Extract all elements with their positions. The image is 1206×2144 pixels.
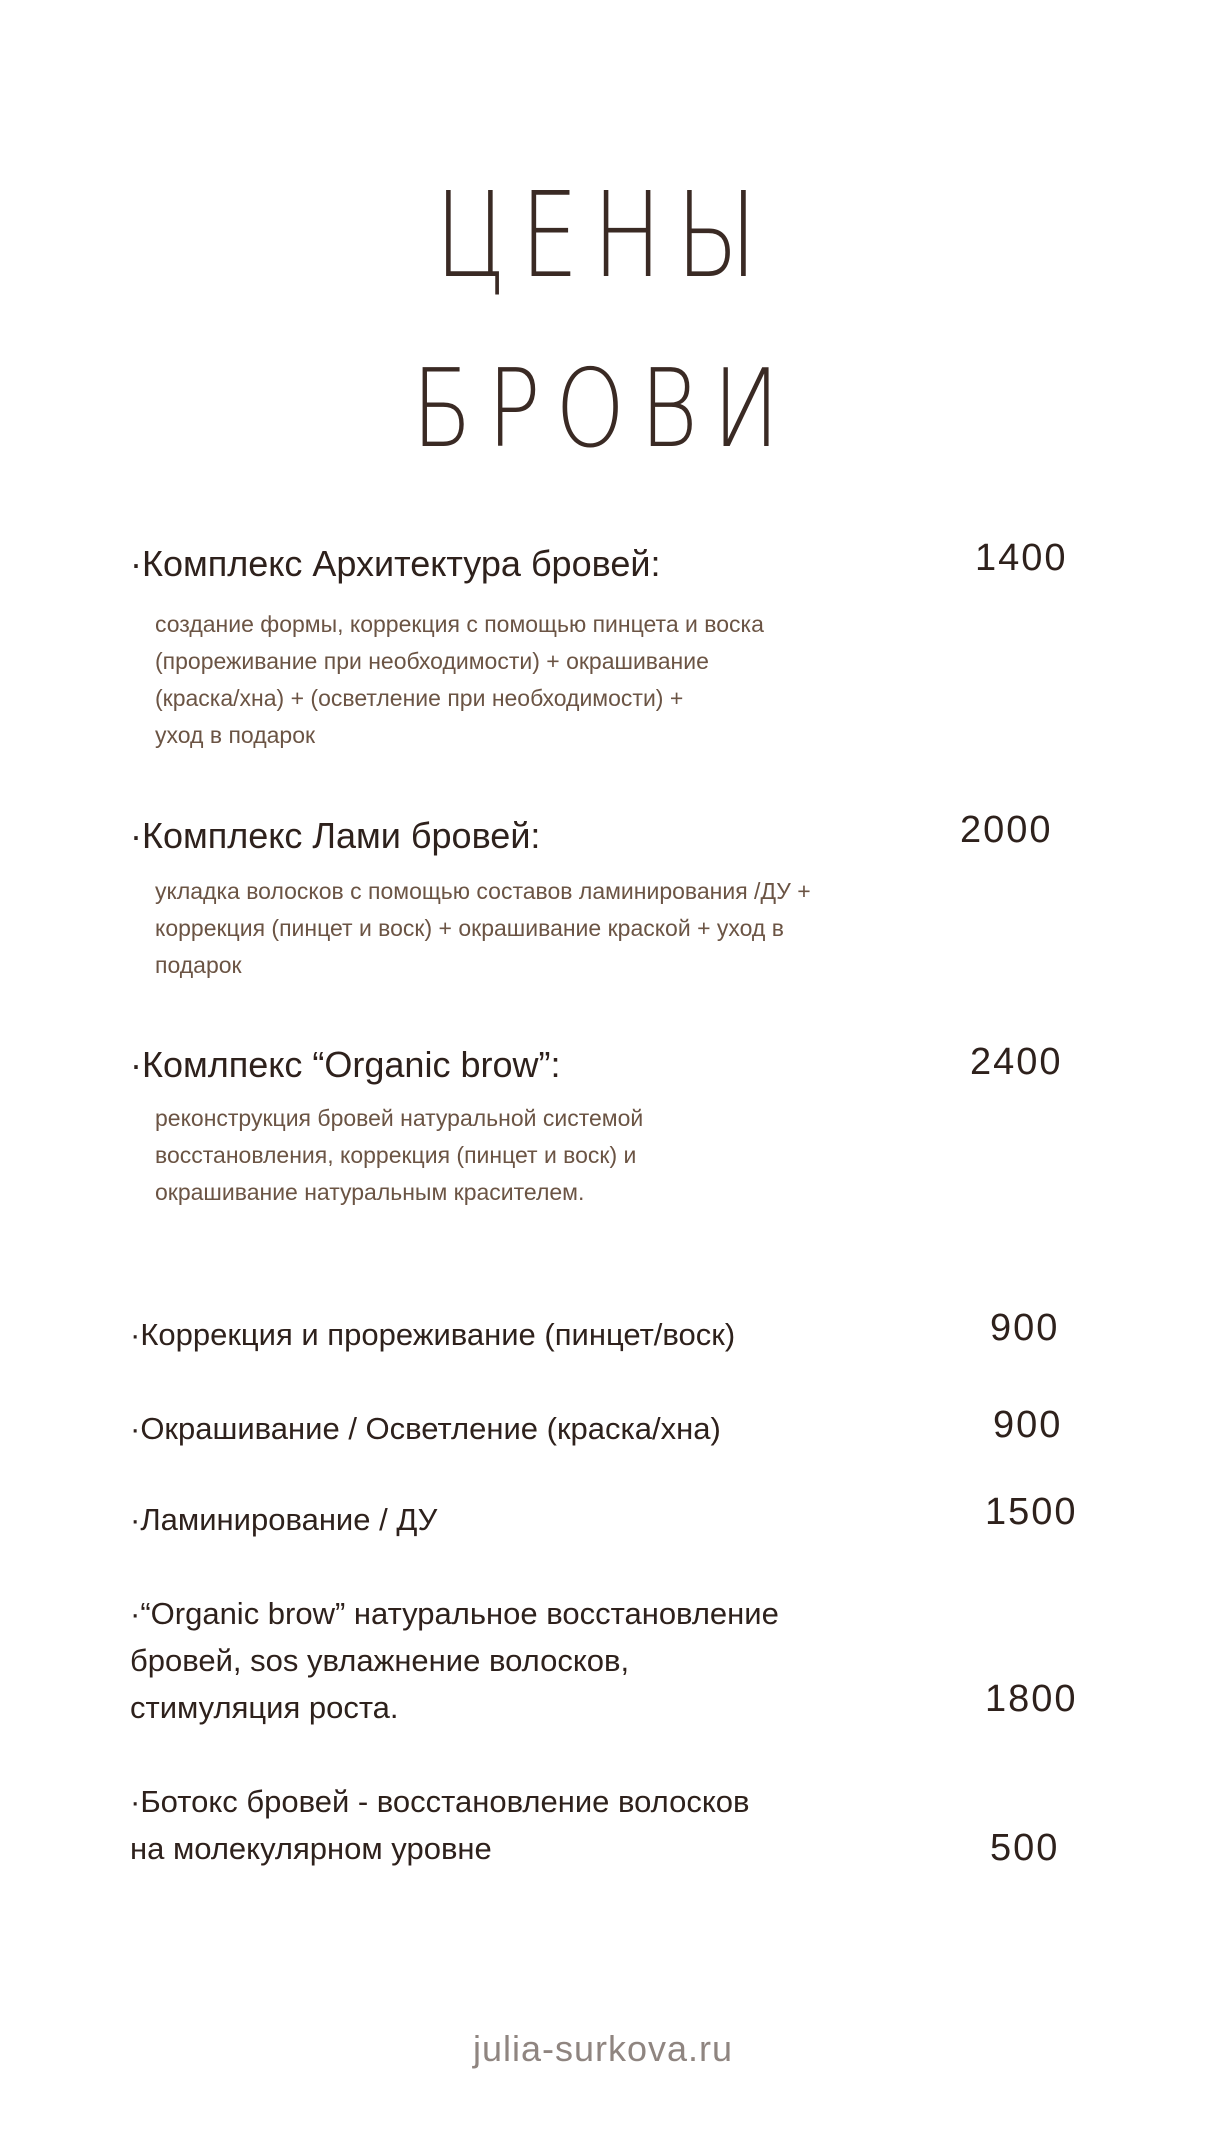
price-item-line: на молекулярном уровне: [130, 1831, 492, 1866]
complex-item-description: [155, 873, 915, 984]
complex-item-title: ·Комплекс Архитектура бровей:: [130, 543, 661, 584]
price-item-price: 1500: [985, 1491, 1078, 1533]
price-item-line: ·Коррекция и прореживание (пинцет/воск): [130, 1317, 736, 1352]
price-item-title: [130, 1311, 735, 1358]
description-line: (краска/хна) + (осветление при необходимости) +: [155, 685, 684, 711]
description-line: (прореживание при необходимости) + окрашивание: [155, 648, 709, 674]
description-line: реконструкция бровей натуральной системой: [155, 1105, 644, 1131]
complex-item-price: 2400: [970, 1041, 1063, 1083]
page-title: ЦЕНЫ: [434, 166, 772, 304]
price-item-price: 900: [993, 1404, 1063, 1446]
description-line: восстановления, коррекция (пинцет и воск) и: [155, 1142, 637, 1168]
price-item-line: ·Окрашивание / Осветление (краска/хна): [130, 1411, 721, 1446]
price-item-price: 900: [990, 1307, 1060, 1349]
description-line: подарок: [155, 952, 242, 978]
page-subtitle: БРОВИ: [411, 347, 795, 472]
complex-item-price: 1400: [975, 537, 1068, 579]
price-item-line: стимуляция роста.: [130, 1690, 399, 1725]
complex-item-title: ·Комлпекс “Organic brow”:: [130, 1044, 561, 1085]
complex-item-price: 2000: [960, 809, 1053, 851]
price-item-line: ·Ламинирование / ДУ: [130, 1502, 438, 1537]
price-item-line: ·“Organic brow” натуральное восстановление: [130, 1596, 779, 1631]
price-item-title: [130, 1778, 749, 1872]
price-item-title: [130, 1590, 779, 1731]
complex-item-description: [155, 1100, 915, 1211]
description-line: окрашивание натуральным красителем.: [155, 1179, 585, 1205]
price-item-price: 1800: [985, 1678, 1078, 1720]
description-line: коррекция (пинцет и воск) + окрашивание краской + уход в: [155, 915, 784, 941]
price-item-title: [130, 1496, 437, 1543]
price-item-price: 500: [990, 1827, 1060, 1869]
description-line: создание формы, коррекция с помощью пинцета и воска: [155, 611, 764, 637]
website-link[interactable]: julia-surkova.ru: [472, 2028, 734, 2069]
description-line: укладка волосков с помощью составов ламинирования /ДУ +: [155, 878, 811, 904]
complex-item-title: ·Комплекс Лами бровей:: [130, 815, 541, 856]
price-item-line: бровей, sos увлажнение волосков,: [130, 1643, 630, 1678]
description-line: уход в подарок: [155, 722, 316, 748]
complex-item-description: [155, 606, 915, 754]
price-item-title: [130, 1405, 721, 1452]
price-item-line: ·Ботокс бровей - восстановление волосков: [130, 1784, 750, 1819]
